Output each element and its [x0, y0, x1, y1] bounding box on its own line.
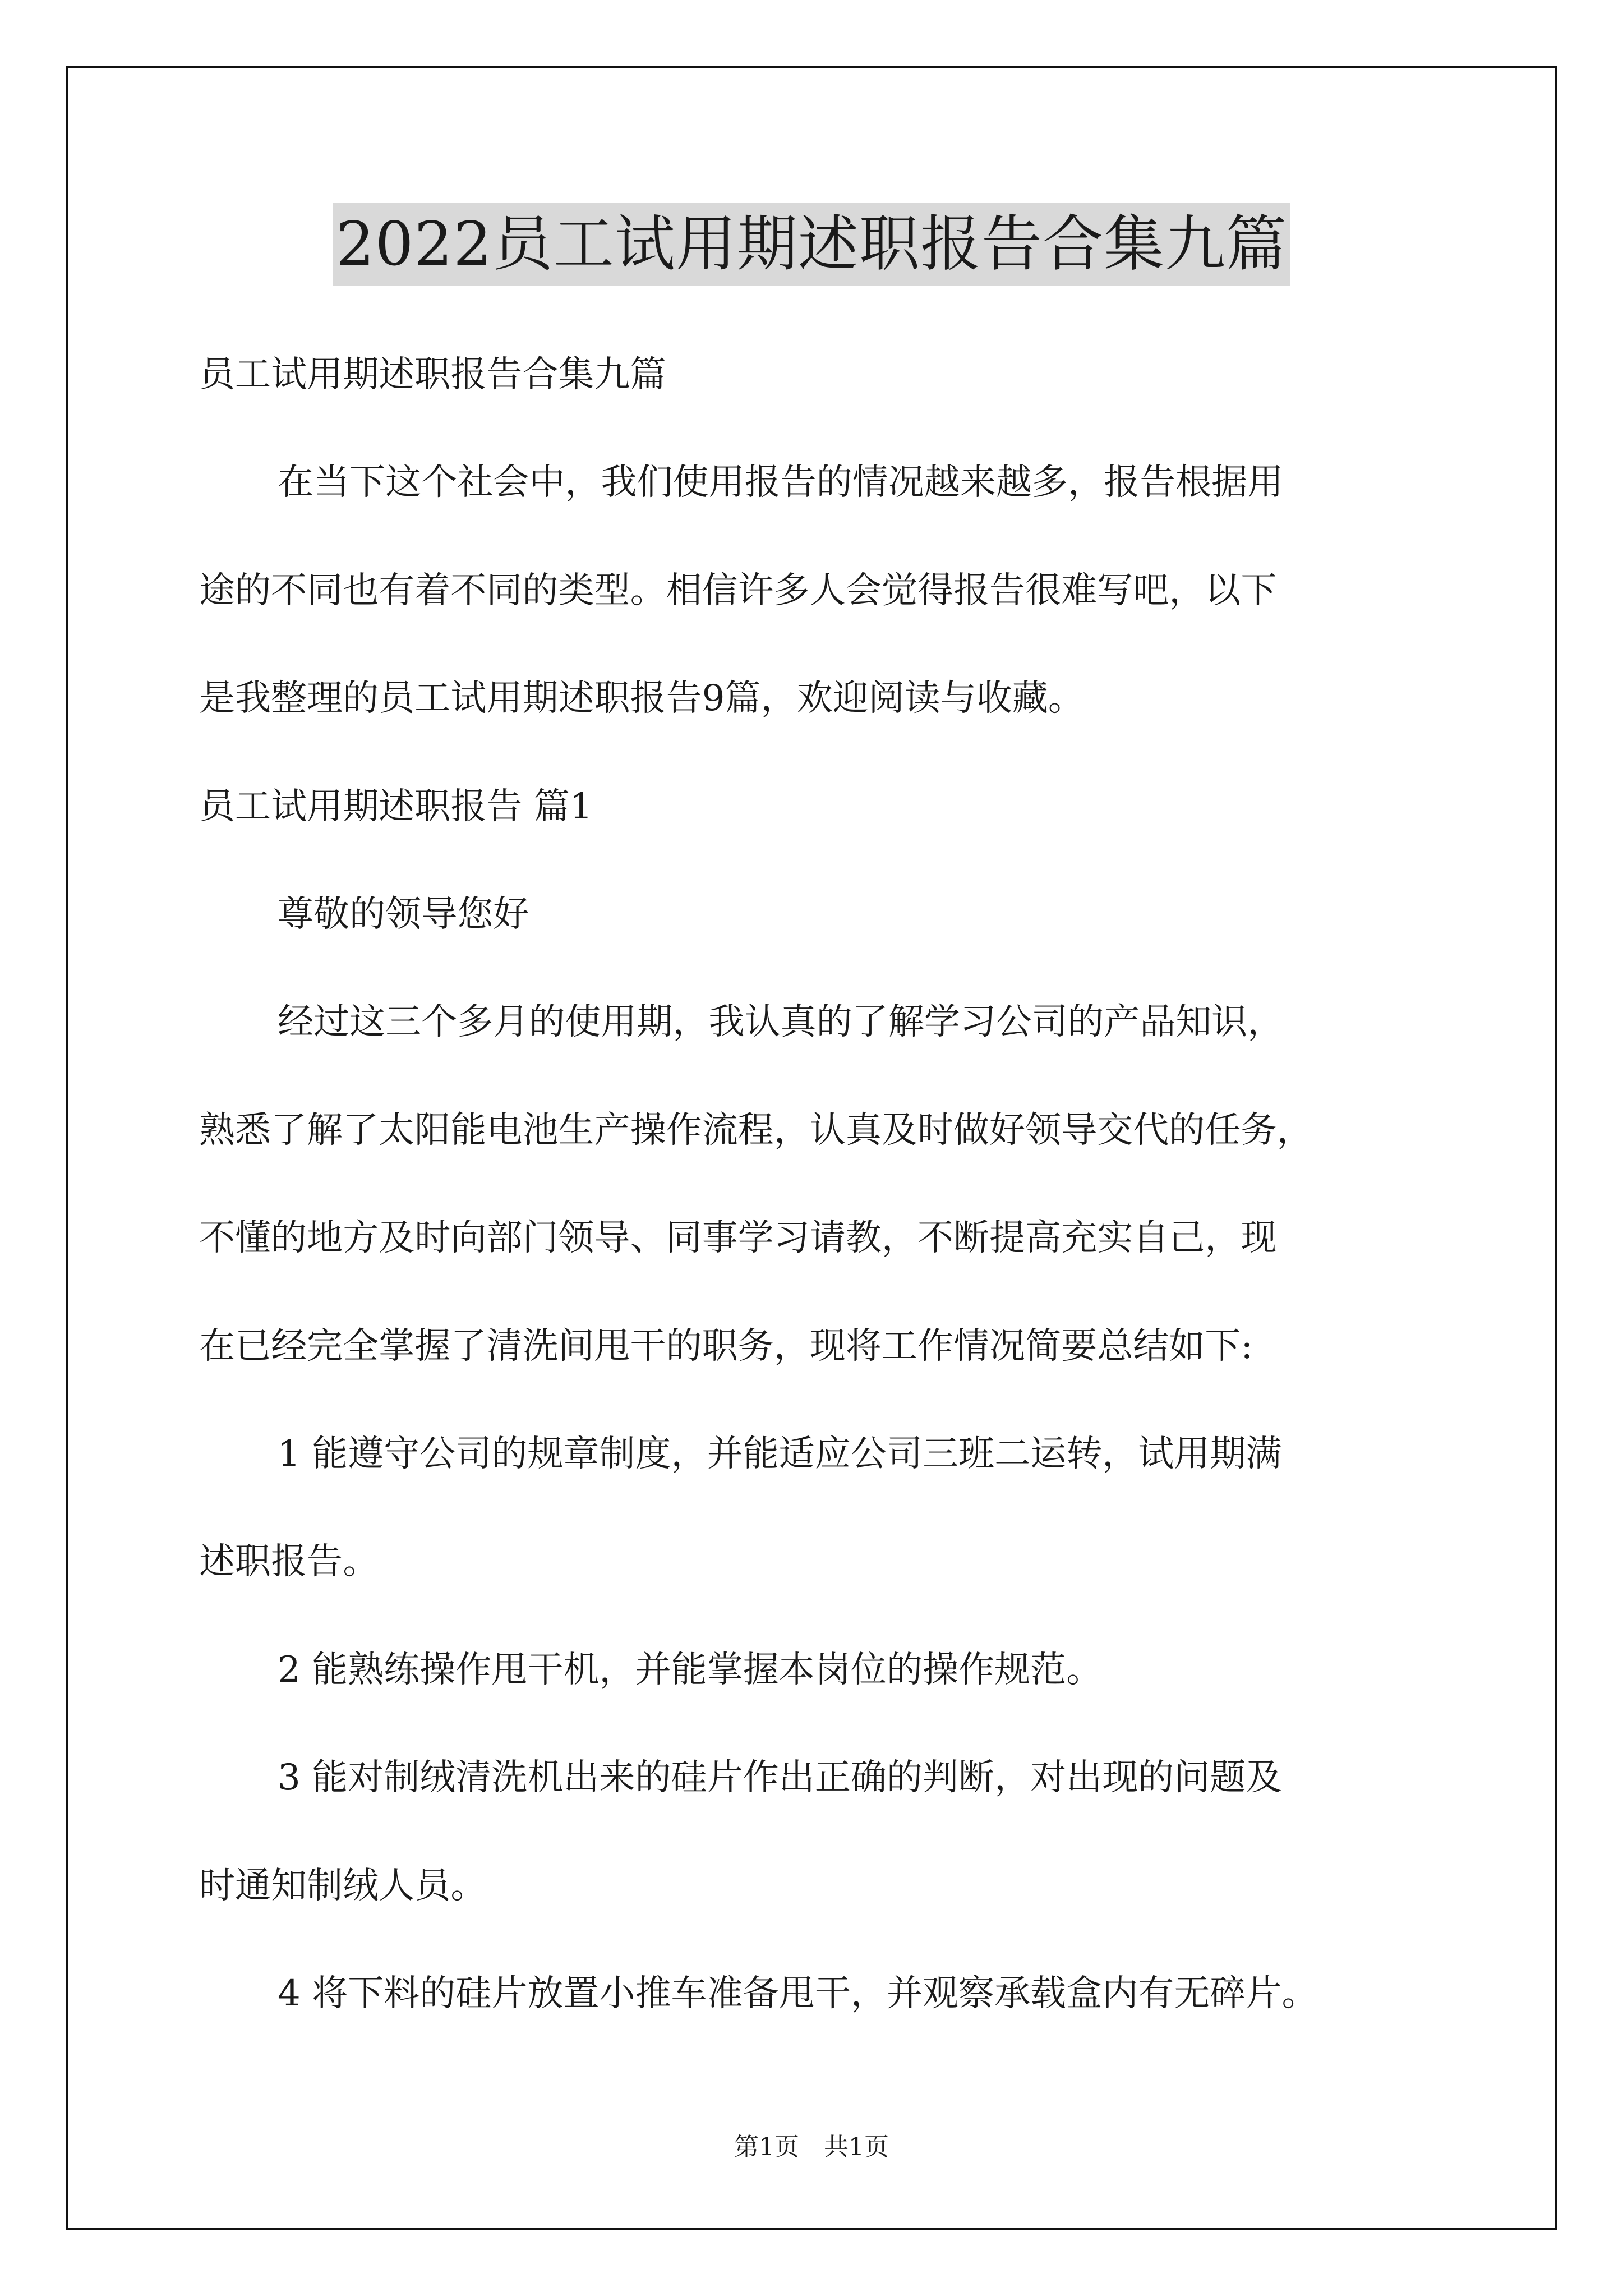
document-subtitle: 员工试用期述职报告合集九篇: [199, 354, 666, 395]
list-item-2: 2 能熟练操作甩干机，并能掌握本岗位的操作规范。: [278, 1649, 1103, 1691]
list-item-1-continued: 述职报告。: [199, 1541, 379, 1582]
salutation: 尊敬的领导您好: [278, 894, 529, 935]
paragraph-line: 是我整理的员工试用期述职报告9篇，欢迎阅读与收藏。: [199, 678, 1084, 719]
section-heading: 员工试用期述职报告 篇1: [199, 786, 593, 827]
title-area: [0, 203, 1623, 286]
paragraph-line: 不懂的地方及时向部门领导、同事学习请教，不断提高充实自己，现: [199, 1217, 1277, 1259]
list-item-1: 1 能遵守公司的规章制度，并能适应公司三班二运转，试用期满: [278, 1433, 1282, 1475]
paragraph-line: 熟悉了解了太阳能电池生产操作流程，认真及时做好领导交代的任务，: [199, 1110, 1313, 1151]
page-footer: 第1页 共1页: [734, 2133, 889, 2161]
list-item-3-continued: 时通知制绒人员。: [199, 1865, 487, 1907]
paragraph-line: 在当下这个社会中，我们使用报告的情况越来越多，报告根据用: [278, 462, 1284, 503]
document-title: 2022员工试用期述职报告合集九篇: [333, 203, 1290, 286]
paragraph-line: 在已经完全掌握了清洗间甩干的职务，现将工作情况简要总结如下:: [199, 1326, 1253, 1367]
list-item-4: 4 将下料的硅片放置小推车准备甩干，并观察承载盒内有无碎片。: [278, 1973, 1318, 2014]
paragraph-line: 途的不同也有着不同的类型。相信许多人会觉得报告很难写吧，以下: [199, 570, 1277, 611]
paragraph-line: 经过这三个多月的使用期，我认真的了解学习公司的产品知识，: [278, 1001, 1284, 1043]
list-item-3: 3 能对制绒清洗机出来的硅片作出正确的判断，对出现的问题及: [278, 1757, 1282, 1798]
